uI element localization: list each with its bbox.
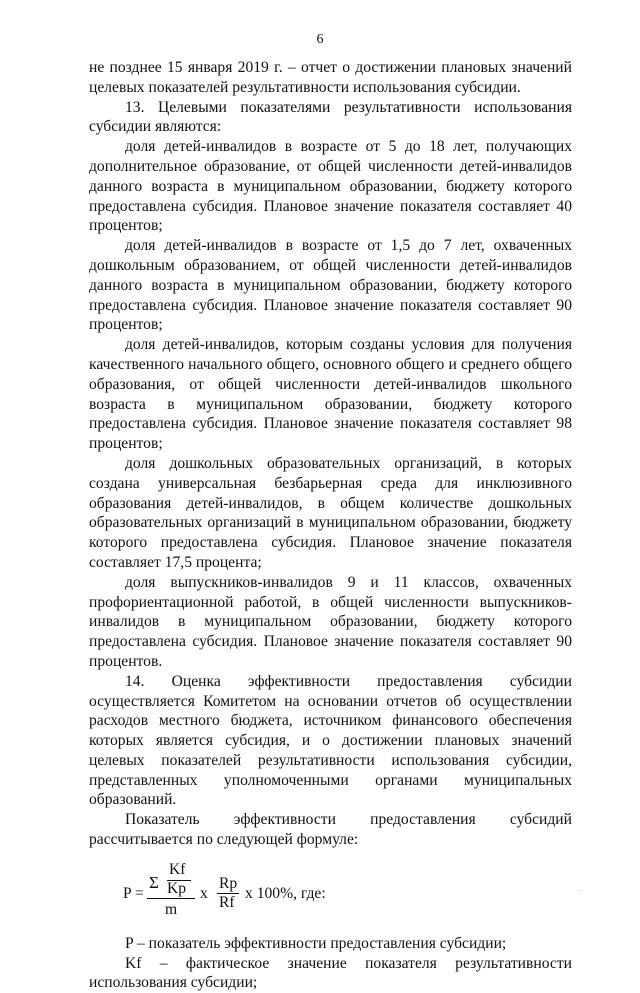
body-paragraph: 13. Целевыми показателями результативности использования субсидии являются: (89, 98, 572, 136)
formula-rp: Rp (219, 874, 238, 892)
body-paragraph: не позднее 15 января 2019 г. – отчет о достижении плановых значений целевых показателей результативности использования субсидии. (89, 59, 572, 96)
body-paragraph: доля дошкольных образовательных организаций, в которых создана универсальная безбарьерная среда для инклюзивного образования детей-инвалидов, в общем количестве дошкольных образовательных организаций в муниципальном образовании, бюджету которого предоставлена субсидия. Плановое значение показателя составляет 17,5 процента; (89, 454, 572, 571)
body-paragraph: доля выпускников-инвалидов 9 и 11 классов, охваченных профориентационной работой, в общей численности выпускников-инвалидов в муниципальном образовании, бюджету которого предоставлена субсидия. Плановое значение показателя составляет 90 процентов. (89, 573, 572, 670)
formula-rf: Rf (219, 893, 235, 911)
scan-mark: . (578, 884, 580, 893)
body-paragraph: доля детей-инвалидов в возрасте от 5 до 18 лет, получающих дополнительное образование, от общей численности детей-инвалидов данного возраста в муниципальном образовании, бюджету которого предоставлена субсидия. Плановое значение показателя составляет 40 процентов; (89, 138, 572, 235)
formula-m: m (165, 900, 178, 918)
formula-sigma: Σ (149, 872, 159, 892)
formula-kp: Kp (167, 879, 187, 897)
document-body (89, 58, 572, 993)
body-paragraph: доля детей-инвалидов, которым созданы условия для получения качественного начального общего, основного общего и среднего общего образования, от общей численности детей-инвалидов школьного возраста в муниципальном образовании, бюджету которого предоставлена субсидия. Плановое значение показателя составляет 98 процентов; (89, 336, 572, 453)
formula-times: х (200, 884, 208, 902)
page-number: 6 (316, 32, 324, 47)
formula-tail: х 100%, где: (245, 884, 326, 902)
body-text-bottom (89, 934, 572, 993)
body-text-top (89, 58, 572, 850)
definition-paragraph: Kf – фактическое значение показателя результативности использования субсидии; (89, 954, 572, 992)
definition-paragraph: P – показатель эффективности предоставления субсидии; (125, 934, 507, 952)
body-paragraph: Показатель эффективности предоставления субсидий рассчитывается по следующей формуле: (89, 811, 572, 849)
body-paragraph: 14. Оценка эффективности предоставления субсидии осуществляется Комитетом на основании отчетов об осуществлении расходов местного бюджета, источником финансового обеспечения которых является субсидия, и о достижении плановых значений целевых показателей результативности использования субсидии, представленных уполномоченными органами муниципальных образований. (89, 672, 572, 809)
formula-kf: Kf (169, 860, 186, 878)
formula-lhs: P = (123, 884, 144, 902)
formula-main-fraction-line (147, 898, 195, 899)
efficiency-formula (89, 860, 572, 926)
body-paragraph: доля детей-инвалидов в возрасте от 1,5 до 7 лет, охваченных дошкольным образованием, от общей численности детей-инвалидов данного возраста в муниципальном образовании, бюджету которого предоставлена субсидия. Плановое значение показателя составляет 90 процентов; (89, 237, 572, 334)
